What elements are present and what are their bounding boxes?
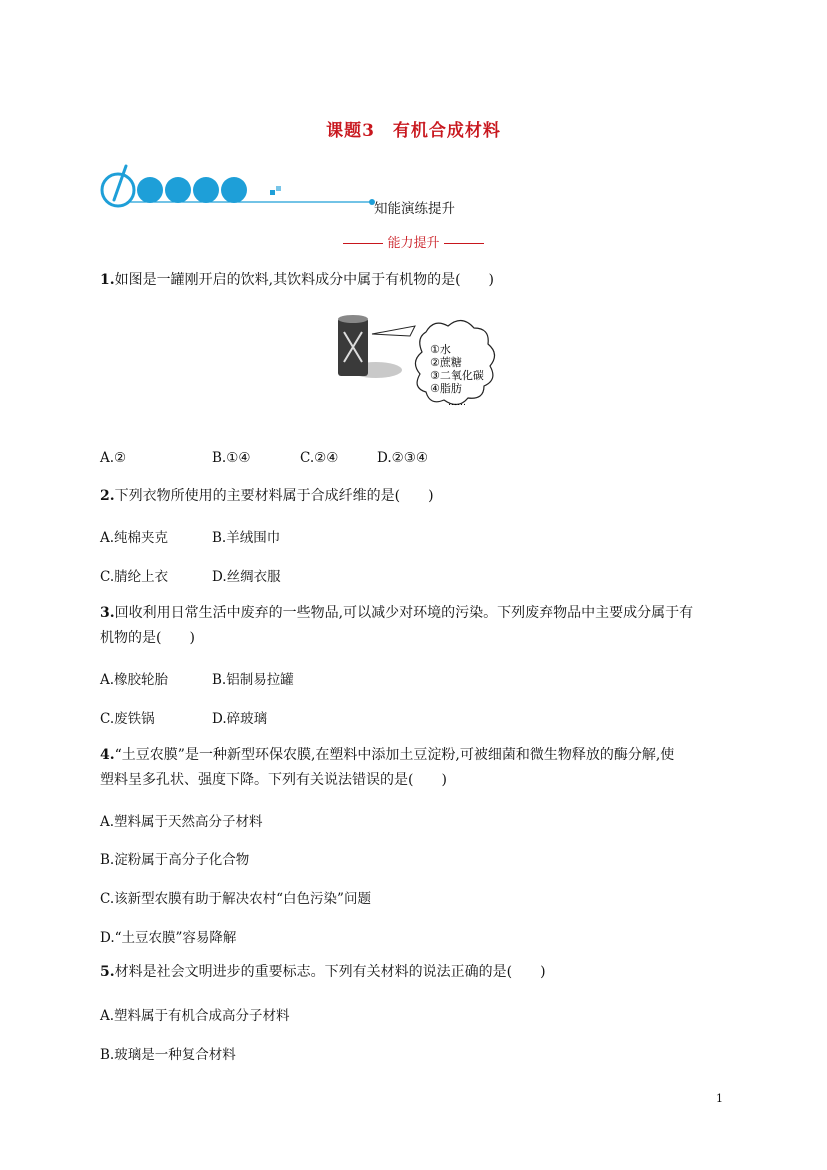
question-text-cont: 机物的是( ) [100, 630, 195, 646]
question-number: 2. [100, 488, 115, 504]
question-number: 3. [100, 605, 115, 621]
question-text: 如图是一罐刚开启的饮料,其饮料成分中属于有机物的是( ) [114, 272, 494, 288]
question-text: “土豆农膜”是一种新型环保农膜,在塑料中添加土豆淀粉,可被细菌和微生物释放的酶分解,使 [114, 747, 675, 763]
q4-option-c: C.该新型农膜有助于解决农村“白色污染”问题 [100, 891, 371, 907]
q3-option-b: B.铝制易拉罐 [212, 672, 294, 688]
q5-option-a: A.塑料属于有机合成高分子材料 [100, 1008, 290, 1024]
q3-option-d: D.碎玻璃 [212, 711, 268, 727]
q2-option-c: C.腈纶上衣 [100, 569, 169, 585]
question-3 [100, 601, 740, 651]
cloud-line: ③二氧化碳 [430, 369, 484, 382]
subheading [0, 232, 827, 251]
section-banner [100, 160, 390, 216]
cloud-line: …… [448, 398, 466, 408]
cloud-line: ④脂肪 [430, 382, 462, 395]
page-number: 1 [716, 1092, 723, 1105]
question-number: 1. [100, 272, 115, 288]
q2-option-b: B.羊绒围巾 [212, 530, 281, 546]
q4-option-a: A.塑料属于天然高分子材料 [100, 814, 263, 830]
q1-option-b: B.①④ [212, 450, 251, 466]
q4-option-b: B.淀粉属于高分子化合物 [100, 852, 250, 868]
q5-option-b: B.玻璃是一种复合材料 [100, 1047, 236, 1063]
question-5 [100, 960, 546, 985]
cloud-line: ①水 [430, 343, 451, 356]
q1-option-d: D.②③④ [377, 450, 428, 466]
question-4 [100, 743, 740, 793]
q4-option-d: D.“土豆农膜”容易降解 [100, 930, 237, 946]
page-title: 课题3 有机合成材料 [326, 121, 501, 141]
q3-option-c: C.废铁锅 [100, 711, 155, 727]
q1-option-c: C.②④ [300, 450, 339, 466]
question-2 [100, 484, 434, 509]
banner-label: 知能演练提升 [374, 201, 455, 217]
q3-option-a: A.橡胶轮胎 [100, 672, 169, 688]
question-1 [100, 268, 494, 293]
question-number: 5. [100, 964, 115, 980]
subheading-text: 能力提升 [387, 236, 440, 251]
drink-can-figure [330, 312, 500, 424]
cloud-line: ②蔗糖 [430, 356, 462, 369]
q2-option-a: A.纯棉夹克 [100, 530, 169, 546]
question-text: 回收利用日常生活中废弃的一些物品,可以减少对环境的污染。下列废弃物品中主要成分属于有 [114, 605, 694, 621]
q2-option-d: D.丝绸衣服 [212, 569, 281, 585]
question-text: 材料是社会文明进步的重要标志。下列有关材料的说法正确的是( ) [114, 964, 546, 980]
question-text-cont: 塑料呈多孔状、强度下降。下列有关说法错误的是( ) [100, 772, 447, 788]
q1-option-a: A.② [100, 450, 127, 466]
question-text: 下列衣物所使用的主要材料属于合成纤维的是( ) [114, 488, 434, 504]
question-number: 4. [100, 747, 115, 763]
brush-icon [114, 166, 126, 200]
